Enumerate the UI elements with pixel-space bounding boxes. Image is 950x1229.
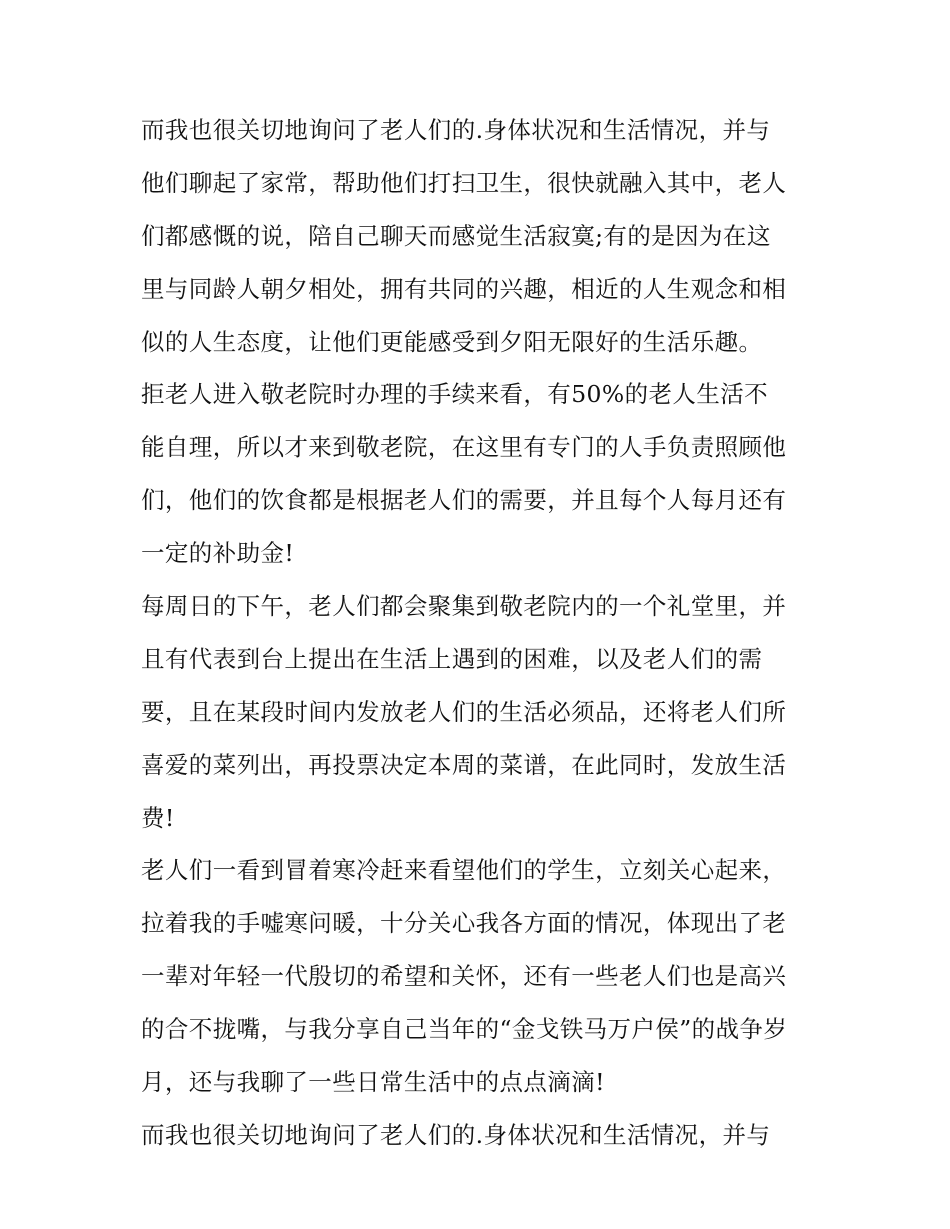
text-line: 月，还与我聊了一些日常生活中的点点滴滴!	[141, 1068, 605, 1097]
text-line: 喜爱的菜列出，再投票决定本周的菜谱，在此同时，发放生活	[141, 750, 787, 779]
text-line: 老人们一看到冒着寒冷赶来看望他们的学生，立刻关心起来，	[141, 856, 787, 885]
text-line: 里与同龄人朝夕相处，拥有共同的兴趣，相近的人生观念和相	[141, 274, 787, 303]
text-line: 要，且在某段时间内发放老人们的生活必须品，还将老人们所	[141, 697, 787, 726]
text-line: 似的人生态度，让他们更能感受到夕阳无限好的生活乐趣。	[141, 327, 763, 356]
text-line: 们都感慨的说，陪自己聊天而感觉生活寂寞;有的是因为在这	[141, 221, 771, 250]
text-line: 能自理，所以才来到敬老院，在这里有专门的人手负责照顾他	[141, 433, 787, 462]
text-line: 而我也很关切地询问了老人们的.身体状况和生活情况，并与	[141, 116, 771, 144]
text-line: 费!	[141, 803, 175, 832]
text-line: 拉着我的手嘘寒问暖，十分关心我各方面的情况，体现出了老	[141, 909, 787, 938]
text-line: 拒老人进入敬老院时办理的手续来看，有50%的老人生活不	[141, 380, 769, 409]
text-line: 的合不拢嘴，与我分享自己当年的“金戈铁马万户侯”的战争岁	[141, 1015, 788, 1044]
text-line: 且有代表到台上提出在生活上遇到的困难，以及老人们的需	[141, 644, 763, 673]
text-line: 他们聊起了家常，帮助他们打扫卫生，很快就融入其中，老人	[141, 168, 787, 197]
document-body	[141, 104, 821, 1162]
text-line: 一定的补助金!	[141, 539, 295, 568]
text-line: 一辈对年轻一代殷切的希望和关怀，还有一些老人们也是高兴	[141, 962, 787, 991]
text-line: 每周日的下午，老人们都会聚集到敬老院内的一个礼堂里，并	[141, 592, 787, 621]
text-line: 而我也很关切地询问了老人们的.身体状况和生活情况，并与	[141, 1120, 771, 1149]
text-line: 们，他们的饮食都是根据老人们的需要，并且每个人每月还有	[141, 486, 787, 515]
